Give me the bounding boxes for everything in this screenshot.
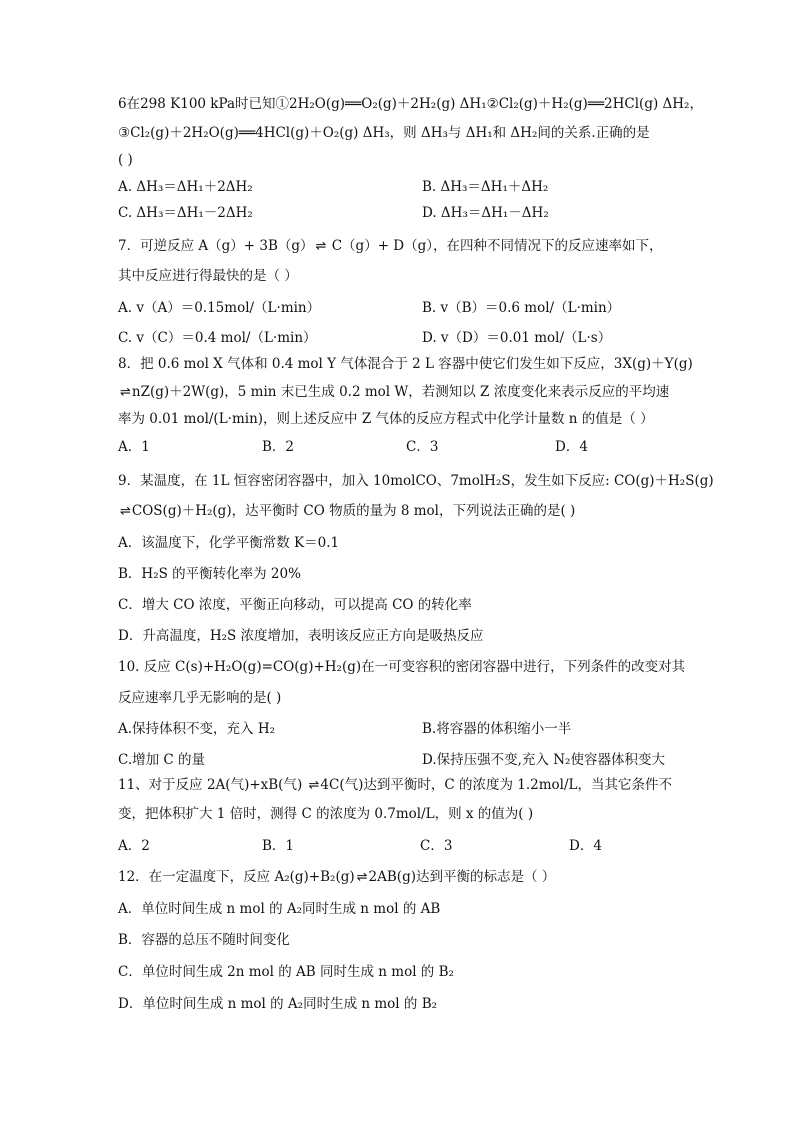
reversible-arrow-icon: ⇌ (315, 239, 326, 254)
reversible-arrow-icon: ⇌ (120, 504, 130, 519)
q11-line-1 (118, 777, 672, 794)
reversible-arrow-icon: ⇌ (308, 778, 319, 793)
q11-option-d: D．4 (569, 838, 602, 854)
q10-line-1: 10. 反应 C(s)+H₂O(g)=CO(g)+H₂(g)在一可变容积的密闭容器中进行，下列条件的改变对其 (118, 659, 686, 675)
q12-line-1-start: 12．在一定温度下，反应 A₂(g)+B₂(g) (118, 869, 355, 885)
q12-line-1-end: 2AB(g)达到平衡的标志是（ ） (368, 869, 556, 885)
q7-line-1-end: C（g）+ D（g），在四种不同情况下的反应速率如下， (327, 238, 663, 254)
q6-option-d: D. ΔH₃＝ΔH₁－ΔH₂ (422, 205, 549, 221)
q11-option-b: B．1 (262, 838, 295, 854)
q6-option-a: A. ΔH₃＝ΔH₁＋2ΔH₂ (118, 179, 253, 195)
q9-line-2 (118, 503, 575, 520)
q7-option-a: A. v（A）＝0.15mol/（L·min） (118, 300, 321, 316)
q8-option-c: C．3 (406, 439, 439, 455)
q6-option-b: B. ΔH₃＝ΔH₁＋ΔH₂ (422, 179, 549, 195)
q9-line-2-text: COS(g)＋H₂(g)，达平衡时 CO 物质的量为 8 mol，下列说法正确的是( ) (131, 503, 576, 519)
q11-line-1-start: 11、对于反应 2A(气)+xB(气) (118, 777, 307, 793)
q8-line-2-text: nZ(g)＋2W(g)，5 min 末已生成 0.2 mol W，若测知以 Z 浓度变化来表示反应的平均速 (131, 384, 670, 400)
q6-line-1: 6在298 K100 kPa时已知①2H₂O(g)══O₂(g)＋2H₂(g) ΔH₁②Cl₂(g)＋H₂(g)══2HCl(g) ΔH₂， (118, 96, 703, 112)
q12-option-b: B．容器的总压不随时间变化 (118, 932, 290, 948)
q12-option-a: A．单位时间生成 n mol 的 A₂同时生成 n mol 的 AB (118, 901, 441, 917)
reversible-arrow-icon: ⇌ (356, 870, 367, 885)
reversible-arrow-icon: ⇌ (120, 385, 130, 400)
q6-line-2: ③Cl₂(g)＋2H₂O(g)══4HCl(g)＋O₂(g) ΔH₃，则 ΔH₃与 ΔH₁和 ΔH₂间的关系.正确的是 (118, 125, 650, 141)
q6-line-3: ( ) (118, 152, 133, 168)
q7-option-d: D. v（D）＝0.01 mol/（L·s） (422, 330, 612, 346)
q10-option-c: C.增加 C 的量 (118, 752, 206, 768)
q9-option-a: A．该温度下，化学平衡常数 K＝0.1 (118, 535, 340, 551)
q10-line-2: 反应速率几乎无影响的是( ) (118, 690, 282, 706)
q8-line-2 (118, 384, 669, 401)
q8-line-1: 8．把 0.6 mol X 气体和 0.4 mol Y 气体混合于 2 L 容器中使它们发生如下反应，3X(g)＋Y(g) (118, 356, 693, 372)
q8-line-3: 率为 0.01 mol/(L·min)，则上述反应中 Z 气体的反应方程式中化学计量数 n 的值是（ ） (118, 411, 654, 427)
q9-line-1: 9．某温度，在 1L 恒容密闭容器中，加入 10molCO、7molH₂S，发生如下反应: CO(g)＋H₂S(g) (118, 473, 714, 489)
q6-option-c: C. ΔH₃＝ΔH₁－2ΔH₂ (118, 205, 253, 221)
q9-option-b: B．H₂S 的平衡转化率为 20% (118, 566, 301, 582)
q11-option-c: C．3 (420, 838, 453, 854)
q9-option-d: D．升高温度，H₂S 浓度增加，表明该反应正方向是吸热反应 (118, 628, 484, 644)
q11-option-a: A．2 (118, 838, 150, 854)
q12-line-1 (118, 869, 555, 886)
q8-option-d: D．4 (555, 439, 588, 455)
q7-option-b: B. v（B）＝0.6 mol/（L·min） (422, 300, 621, 316)
q8-option-b: B．2 (262, 439, 295, 455)
q7-line-1-start: 7．可逆反应 A（g）+ 3B（g） (118, 238, 314, 254)
q7-line-2: 其中反应进行得最快的是（ ） (118, 268, 298, 284)
q7-line-1 (118, 238, 663, 255)
q9-option-c: C．增大 CO 浓度，平衡正向移动，可以提高 CO 的转化率 (118, 597, 472, 613)
q10-option-b: B.将容器的体积缩小一半 (422, 721, 572, 737)
q7-option-c: C. v（C）＝0.4 mol/（L·min） (118, 330, 317, 346)
q12-option-d: D．单位时间生成 n mol 的 A₂同时生成 n mol 的 B₂ (118, 996, 438, 1012)
q10-option-d: D.保持压强不变,充入 N₂使容器体积变大 (422, 752, 665, 768)
q11-line-2: 变，把体积扩大 1 倍时，测得 C 的浓度为 0.7mol/L，则 x 的值为( ) (118, 806, 534, 822)
q10-option-a: A.保持体积不变，充入 H₂ (118, 721, 276, 737)
q12-option-c: C．单位时间生成 2n mol 的 AB 同时生成 n mol 的 B₂ (118, 964, 454, 980)
q8-option-a: A．1 (118, 439, 150, 455)
q11-line-1-end: 4C(气)达到平衡时，C 的浓度为 1.2mol/L，当其它条件不 (320, 777, 673, 793)
